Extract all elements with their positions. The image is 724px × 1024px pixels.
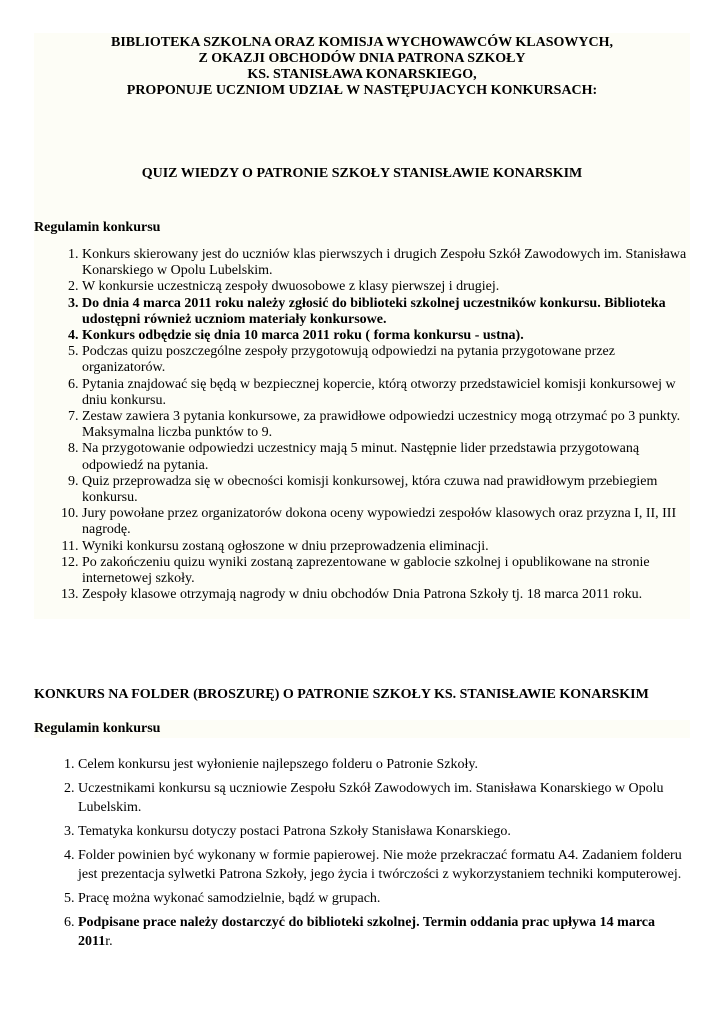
quiz-rules-list bbox=[34, 247, 690, 603]
list-item: 2. Uczestnikami konkursu są uczniowie Zespołu Szkół Zawodowych im. Stanisława Konarskiego w Opolu Lubelskim. bbox=[78, 779, 690, 817]
folder-regulations-title: Regulamin konkursu bbox=[34, 720, 690, 738]
list-item: 13. Zespoły klasowe otrzymają nagrody w dniu obchodów Dnia Patrona Szkoły tj. 18 marca 2011 roku. bbox=[82, 587, 690, 603]
list-item: 5. Pracę można wykonać samodzielnie, bądź w grupach. bbox=[78, 889, 690, 908]
list-item: 4. Folder powinien być wykonany w formie papierowej. Nie może przekraczać formatu A4. Zadaniem folderu jest prezentacja sylwetki Patrona Szkoły, jego życia i twórczości z wykorzystaniem techniki komputerowej. bbox=[78, 846, 690, 884]
list-item: 1. Celem konkursu jest wyłonienie najlepszego folderu o Patronie Szkoły. bbox=[78, 755, 690, 774]
list-item: 4. Konkurs odbędzie się dnia 10 marca 2011 roku ( forma konkursu - ustna). bbox=[82, 328, 690, 344]
folder-rules-list bbox=[34, 755, 690, 956]
quiz-regulations-title: Regulamin konkursu bbox=[34, 220, 161, 235]
folder-contest-title: KONKURS NA FOLDER (BROSZURĘ) O PATRONIE SZKOŁY KS. STANISŁAWIE KONARSKIM bbox=[34, 687, 649, 702]
quiz-section bbox=[34, 33, 690, 619]
list-item: 5. Podczas quizu poszczególne zespoły przygotowują odpowiedzi na pytania przygotowane przez organizatorów. bbox=[82, 344, 690, 376]
rule6-bold-text: Podpisane prace należy dostarczyć do biblioteki szkolnej. Termin oddania prac upływa 14 marca 2011 bbox=[78, 915, 656, 949]
header-line: Z OKAZJI OBCHODÓW DNIA PATRONA SZKOŁY bbox=[198, 51, 526, 66]
list-item: 12. Po zakończeniu quizu wyniki zostaną zaprezentowane w gablocie szkolnej i opublikowane na stronie internetowej szkoły. bbox=[82, 555, 690, 587]
list-item bbox=[78, 913, 690, 951]
list-item: 11. Wyniki konkursu zostaną ogłoszone w dniu przeprowadzenia eliminacji. bbox=[82, 539, 690, 555]
document-header bbox=[34, 35, 690, 99]
list-item: 6. Pytania znajdować się będą w bezpiecznej kopercie, którą otworzy przedstawiciel komisji konkursowej w dniu konkursu. bbox=[82, 377, 690, 409]
header-line: BIBLIOTEKA SZKOLNA ORAZ KOMISJA WYCHOWAWCÓW KLASOWYCH, bbox=[110, 35, 614, 50]
list-item: 7. Zestaw zawiera 3 pytania konkursowe, za prawidłowe odpowiedzi uczestnicy mogą otrzymać po 3 punkty. Maksymalna liczba punktów to 9. bbox=[82, 409, 690, 441]
list-item: 8. Na przygotowanie odpowiedzi uczestnicy mają 5 minut. Następnie lider przedstawia przygotowaną odpowiedź na pytania. bbox=[82, 441, 690, 473]
rule6-tail-text: r. bbox=[105, 934, 113, 949]
list-item: 3. Do dnia 4 marca 2011 roku należy zgłosić do biblioteki szkolnej uczestników konkursu. Biblioteka udostępni również uczniom materiały konkursowe. bbox=[82, 296, 690, 328]
list-item: 10. Jury powołane przez organizatorów dokona oceny wypowiedzi zespołów klasowych oraz przyzna I, II, III nagrodę. bbox=[82, 506, 690, 538]
header-line: PROPONUJE UCZNIOM UDZIAŁ W NASTĘPUJACYCH KONKURSACH: bbox=[126, 83, 598, 98]
header-line: KS. STANISŁAWA KONARSKIEGO, bbox=[247, 67, 477, 82]
list-item: 3. Tematyka konkursu dotyczy postaci Patrona Szkoły Stanisława Konarskiego. bbox=[78, 822, 690, 841]
list-item: 1. Konkurs skierowany jest do uczniów klas pierwszych i drugich Zespołu Szkół Zawodowych im. Stanisława Konarskiego w Opolu Lubelskim. bbox=[82, 247, 690, 279]
quiz-title: QUIZ WIEDZY O PATRONIE SZKOŁY STANISŁAWIE KONARSKIM bbox=[141, 166, 583, 181]
list-item: 2. W konkursie uczestniczą zespoły dwuosobowe z klasy pierwszej i drugiej. bbox=[82, 279, 690, 295]
list-item: 9. Quiz przeprowadza się w obecności komisji konkursowej, która czuwa nad prawidłowym przebiegiem konkursu. bbox=[82, 474, 690, 506]
